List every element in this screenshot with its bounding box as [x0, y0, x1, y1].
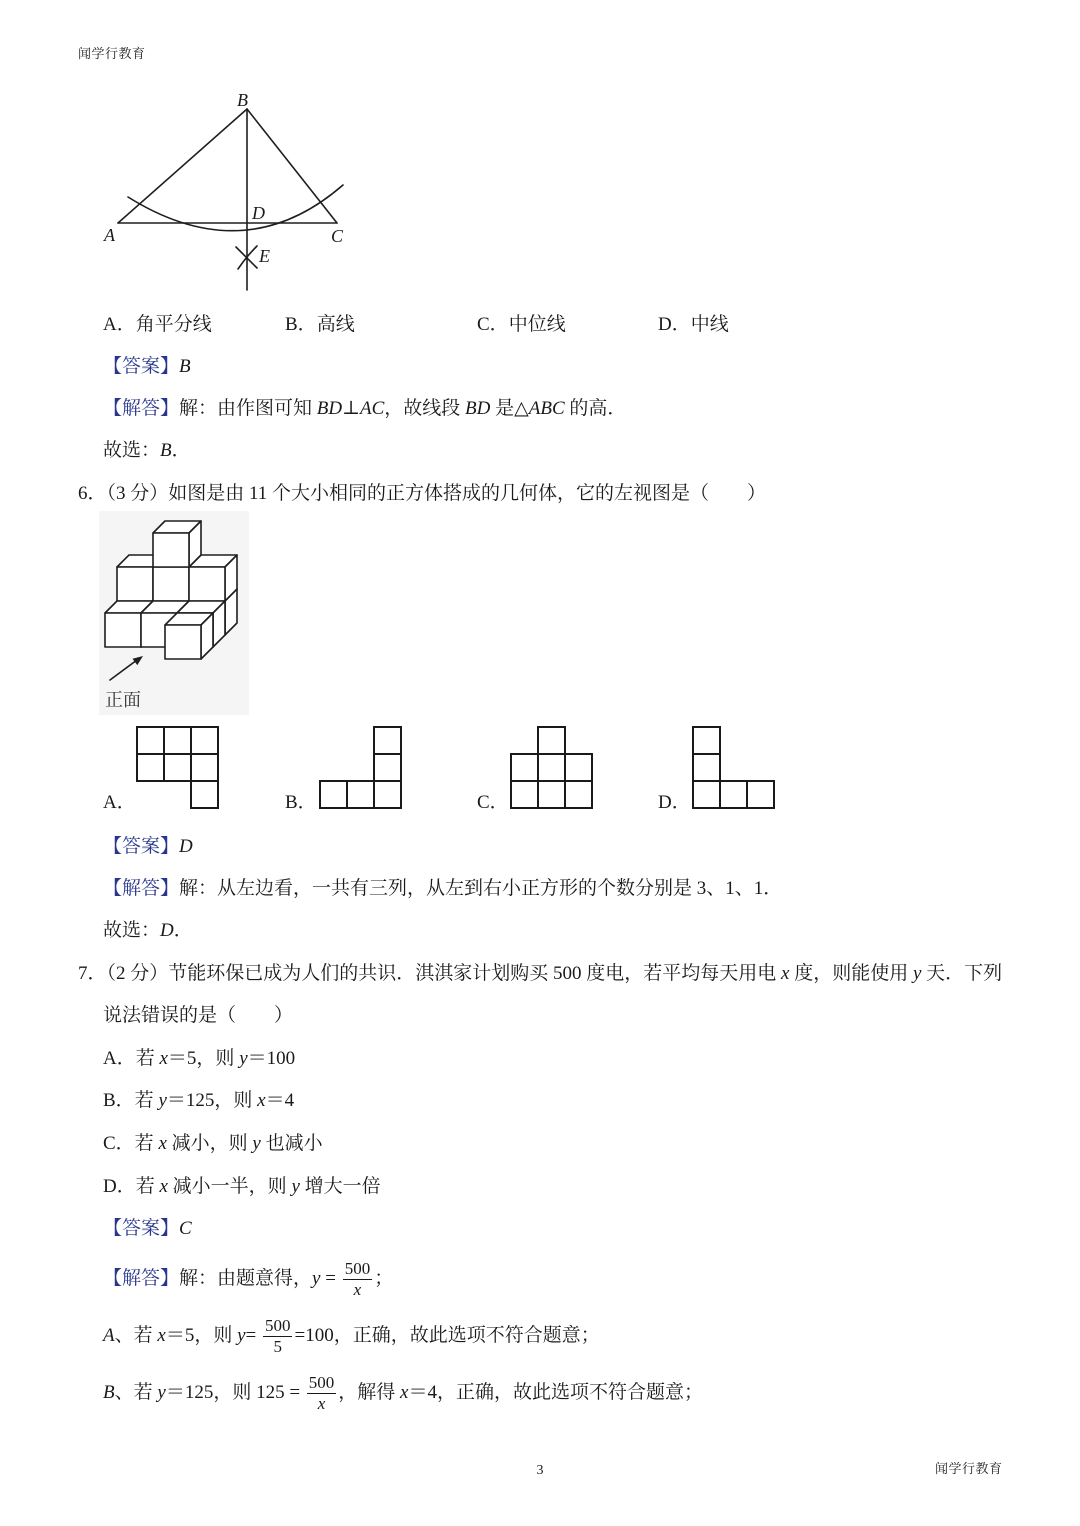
q7-option-c	[103, 1132, 323, 1156]
option-c-view	[511, 727, 592, 808]
option-text: 减小一半，则	[167, 1176, 292, 1197]
q7-option-b	[103, 1089, 294, 1113]
conclusion-text: 故选：	[103, 920, 161, 941]
q5-option-b	[285, 313, 355, 337]
math-var: AC	[359, 398, 385, 419]
check-text: ，解得	[338, 1382, 401, 1403]
math-var: x	[400, 1382, 409, 1403]
q5-answer	[103, 355, 191, 379]
check-text: 、若	[114, 1325, 158, 1346]
cube-front-face	[105, 613, 141, 647]
stem-text: 天．下列	[921, 963, 1003, 984]
footer-brand: 闻学行教育	[935, 1462, 1003, 1477]
math-var: y	[237, 1325, 246, 1346]
math-var: BD	[316, 398, 343, 419]
fraction-denominator: 5	[273, 1337, 282, 1357]
fraction-denominator: x	[353, 1280, 362, 1300]
fraction	[307, 1374, 337, 1413]
solution-text: 解：由作图可知	[179, 398, 317, 419]
math-var: y	[912, 963, 922, 984]
check-text: ＝5，则	[165, 1325, 238, 1346]
option-text: 角平分线	[135, 314, 212, 335]
answer-tag: 【答案】	[103, 836, 180, 857]
cube-front-face	[153, 567, 189, 601]
option-text: 中位线	[508, 314, 566, 335]
q5-option-c	[477, 313, 566, 337]
option-text: C．若	[103, 1133, 159, 1154]
math-var: ABC	[528, 398, 565, 419]
option-text: 减小，则	[166, 1133, 253, 1154]
fraction-denominator: x	[317, 1394, 326, 1414]
option-ref: A	[103, 1325, 115, 1346]
conclusion-text: 故选：	[103, 440, 161, 461]
q6-option-d-letter: D．	[658, 792, 691, 813]
conclusion-choice: B	[160, 440, 172, 461]
label-d: D	[252, 203, 265, 223]
math-symbol: =	[245, 1325, 261, 1346]
fraction	[263, 1317, 293, 1356]
check-text: ＝125，则 125 =	[165, 1382, 305, 1403]
solution-tag: 【解答】	[103, 878, 180, 899]
label-a: A	[104, 225, 115, 245]
math-var: y	[158, 1090, 167, 1111]
fraction	[343, 1260, 373, 1299]
stem-text: 7．（2 分）节能环保已成为人们的共识．淇淇家计划购买 500 度电，若平均每天用电	[78, 963, 782, 984]
q6-conclusion	[103, 919, 193, 943]
math-var: y	[252, 1133, 261, 1154]
math-var: x	[157, 1325, 166, 1346]
option-text: 中线	[690, 314, 729, 335]
answer-tag: 【答案】	[103, 1218, 180, 1239]
math-var: y	[312, 1268, 321, 1289]
option-text: 也减小	[260, 1133, 323, 1154]
option-a-view	[137, 727, 218, 808]
check-text: ＝4，正确，故此选项不符合题意；	[408, 1382, 703, 1403]
q5-solution	[103, 397, 626, 421]
q7-check-b	[103, 1371, 703, 1415]
label-c: C	[331, 226, 344, 246]
cube-front-face	[117, 567, 153, 601]
label-e: E	[259, 246, 270, 266]
answer-value: D	[179, 836, 193, 857]
q5-option-d	[658, 313, 729, 337]
fraction-numerator: 500	[308, 1373, 335, 1393]
q7-stem-line-1	[78, 962, 1002, 986]
option-text: A．若	[103, 1048, 160, 1069]
math-var: BD	[465, 398, 491, 419]
q7-answer	[103, 1217, 192, 1241]
option-text: 增大一倍	[299, 1176, 381, 1197]
conclusion-text: ．	[171, 440, 191, 461]
option-text: 高线	[316, 314, 355, 335]
cube	[165, 613, 213, 659]
q6-option-b-letter: B．	[285, 792, 317, 813]
math-var: x	[781, 963, 790, 984]
math-var: y	[291, 1176, 300, 1197]
math-var: x	[159, 1048, 168, 1069]
option-letter: B．	[285, 314, 317, 335]
option-text: ＝125，则	[166, 1090, 258, 1111]
q5-option-a	[103, 313, 212, 337]
option-text: D．若	[103, 1176, 160, 1197]
solution-tag: 【解答】	[103, 398, 180, 419]
answer-tag: 【答案】	[103, 356, 180, 377]
option-text: B．若	[103, 1090, 159, 1111]
conclusion-choice: D	[160, 920, 174, 941]
q6-option-a-letter: A．	[103, 792, 136, 813]
label-b: B	[237, 90, 248, 110]
cube-front-face	[189, 567, 225, 601]
check-text: =100，正确，故此选项不符合题意；	[294, 1325, 600, 1346]
math-symbol: ⊥	[342, 398, 360, 419]
q6-answer	[103, 835, 193, 859]
solution-text: 的高．	[564, 398, 627, 419]
header-brand: 闻学行教育	[78, 47, 146, 62]
math-var: x	[158, 1133, 167, 1154]
q7-solution	[103, 1257, 393, 1301]
option-ref: B	[103, 1382, 115, 1403]
construction-arc	[128, 185, 343, 231]
math-var: x	[257, 1090, 266, 1111]
q5-construction-figure	[100, 85, 360, 295]
page-number: 3	[536, 1463, 544, 1478]
q6-solution	[103, 877, 782, 901]
option-letter: A．	[103, 314, 136, 335]
fraction-numerator: 500	[344, 1259, 371, 1279]
stem-text: 度，则能使用	[789, 963, 913, 984]
option-letter: C．	[477, 314, 509, 335]
q7-check-a	[103, 1314, 600, 1358]
conclusion-text: ．	[173, 920, 193, 941]
solution-text: 解：从左边看，一共有三列，从左到右小正方形的个数分别是 3、1、1．	[179, 878, 783, 899]
cube	[153, 521, 201, 567]
solution-text: ；	[374, 1268, 394, 1289]
option-text: ＝5，则	[167, 1048, 240, 1069]
math-symbol: =	[320, 1268, 341, 1289]
solution-tag: 【解答】	[103, 1268, 180, 1289]
math-var: x	[159, 1176, 168, 1197]
q7-stem-line-2: 说法错误的是（ ）	[103, 1005, 294, 1026]
option-b-view	[320, 727, 401, 808]
q6-stem: 6．（3 分）如图是由 11 个大小相同的正方体搭成的几何体，它的左视图是（ ）	[78, 483, 767, 504]
math-var: y	[239, 1048, 248, 1069]
front-view-label: 正面	[105, 690, 141, 711]
answer-value: C	[179, 1218, 192, 1239]
q6-cube-figure	[95, 505, 255, 717]
solution-text: 是△	[490, 398, 529, 419]
fraction-numerator: 500	[264, 1316, 291, 1336]
solution-text: ，故线段	[384, 398, 466, 419]
answer-value: B	[179, 356, 191, 377]
option-d-view	[693, 727, 774, 808]
solution-text: 解：由题意得，	[179, 1268, 313, 1289]
check-text: 、若	[114, 1382, 158, 1403]
option-letter: D．	[658, 314, 691, 335]
q6-option-c-letter: C．	[477, 792, 509, 813]
q7-option-d	[103, 1175, 381, 1199]
q7-option-a	[103, 1047, 295, 1071]
cube-front-face	[165, 625, 201, 659]
math-var: y	[157, 1382, 166, 1403]
segment-ab	[118, 109, 247, 223]
cube	[189, 555, 237, 601]
option-text: ＝4	[265, 1090, 295, 1111]
q5-conclusion	[103, 439, 191, 463]
cube-front-face	[153, 533, 189, 567]
option-text: ＝100	[247, 1048, 296, 1069]
